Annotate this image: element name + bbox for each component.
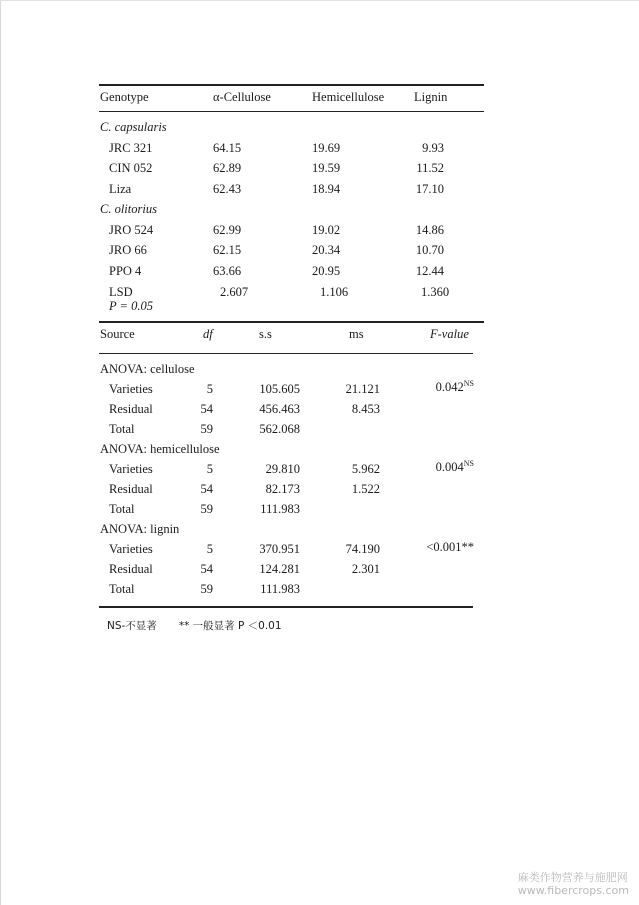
cellulose-cell: 62.43 xyxy=(213,181,242,196)
fvalue-text: 0.004 xyxy=(435,460,464,474)
source-cell: Total xyxy=(109,422,135,436)
lignin-cell: 10.70 xyxy=(415,243,444,257)
source-cell: Residual xyxy=(109,562,153,576)
ms-cell: 2.301 xyxy=(351,562,380,576)
page-edge-left xyxy=(0,0,1,905)
table2-header-df: df xyxy=(203,327,213,341)
genotype-cell: JRC 321 xyxy=(109,140,153,155)
source-cell: Total xyxy=(109,502,135,516)
df-cell: 59 xyxy=(200,582,213,596)
footnote-significance: ** 一般显著 P ＜0.01 xyxy=(178,620,282,632)
hemicellulose-cell: 20.34 xyxy=(312,243,341,257)
source-cell: Residual xyxy=(109,482,153,496)
ss-cell: 105.605 xyxy=(259,382,300,396)
lsd-label: LSD xyxy=(109,285,133,299)
df-cell: 5 xyxy=(206,542,213,556)
table1-header-rule xyxy=(99,111,484,112)
df-cell: 54 xyxy=(200,482,213,496)
source-cell: Varieties xyxy=(109,542,153,556)
fvalue-cell xyxy=(390,380,474,395)
table2-header-rule xyxy=(99,353,473,354)
fvalue-cell xyxy=(390,540,474,555)
lsd-lignin: 1.360 xyxy=(421,285,450,299)
lsd-hemicellulose: 1.106 xyxy=(320,285,349,299)
lignin-cell: 12.44 xyxy=(415,263,444,278)
hemicellulose-cell: 19.69 xyxy=(312,140,341,155)
table2-header-ss: s.s xyxy=(259,327,272,341)
watermark-line1: 麻类作物营养与施肥网 xyxy=(517,871,628,884)
ms-cell: 8.453 xyxy=(351,402,380,416)
ss-cell: 111.983 xyxy=(260,502,300,516)
table2-header-fvalue: F-value xyxy=(430,327,469,341)
page-edge-top xyxy=(0,0,639,1)
lignin-cell: 17.10 xyxy=(415,181,444,196)
lsd-p-label: P = 0.05 xyxy=(109,299,153,313)
genotype-cell: Liza xyxy=(109,181,132,196)
fvalue-text: 0.042 xyxy=(435,380,464,394)
ss-cell: 370.951 xyxy=(259,542,300,556)
cellulose-cell: 62.15 xyxy=(213,243,242,257)
hemicellulose-cell: 18.94 xyxy=(312,181,341,196)
df-cell: 59 xyxy=(200,502,213,516)
table1-header-genotype: Genotype xyxy=(100,90,149,104)
source-cell: Total xyxy=(109,582,135,596)
lsd-cellulose: 2.607 xyxy=(220,285,249,299)
anova-section-title: ANOVA: hemicellulose xyxy=(100,442,220,456)
source-cell: Varieties xyxy=(109,462,153,476)
ms-cell: 21.121 xyxy=(345,382,380,396)
fvalue-cell xyxy=(390,460,474,475)
watermark-line2: www.fibercrops.com xyxy=(517,884,629,897)
ss-cell: 124.281 xyxy=(259,562,300,576)
ss-cell: 562.068 xyxy=(259,422,300,436)
genotype-cell: CIN 052 xyxy=(109,161,153,175)
species-heading: C. olitorius xyxy=(100,202,157,216)
lignin-cell: 9.93 xyxy=(422,140,444,155)
ss-cell: 456.463 xyxy=(259,402,300,416)
table1-top-rule xyxy=(99,84,484,86)
genotype-cell: JRO 524 xyxy=(109,222,154,237)
genotype-cell: JRO 66 xyxy=(109,243,147,257)
hemicellulose-cell: 20.95 xyxy=(312,263,341,278)
table1-header-cellulose: α-Cellulose xyxy=(213,90,271,104)
genotype-cell: PPO 4 xyxy=(109,263,142,278)
watermark xyxy=(518,871,629,897)
ss-cell: 29.810 xyxy=(265,462,300,476)
df-cell: 5 xyxy=(206,462,213,476)
source-cell: Varieties xyxy=(109,382,153,396)
hemicellulose-cell: 19.02 xyxy=(312,222,341,237)
significance-marker: NS xyxy=(463,459,474,468)
footnote xyxy=(107,618,282,633)
df-cell: 54 xyxy=(200,402,213,416)
anova-section-title: ANOVA: cellulose xyxy=(100,362,195,376)
significance-marker: NS xyxy=(463,379,474,388)
source-cell: Residual xyxy=(109,402,153,416)
table1-header-hemicellulose: Hemicellulose xyxy=(312,90,385,104)
table2-top-rule xyxy=(99,321,484,323)
species-heading: C. capsularis xyxy=(100,120,167,134)
df-cell: 54 xyxy=(200,562,213,576)
fvalue-text: <0.001** xyxy=(426,540,474,554)
cellulose-cell: 62.99 xyxy=(213,222,242,237)
cellulose-cell: 64.15 xyxy=(213,140,242,155)
footnote-ns: NS-不显著 xyxy=(107,620,157,632)
anova-section-title: ANOVA: lignin xyxy=(100,522,180,536)
table2-bottom-rule xyxy=(99,606,473,608)
cellulose-cell: 63.66 xyxy=(213,263,242,278)
cellulose-cell: 62.89 xyxy=(213,161,242,175)
df-cell: 5 xyxy=(206,382,213,396)
ms-cell: 5.962 xyxy=(351,462,380,476)
lignin-cell: 11.52 xyxy=(416,161,444,175)
table2-header-ms: ms xyxy=(349,327,364,341)
hemicellulose-cell: 19.59 xyxy=(312,161,341,175)
ms-cell: 74.190 xyxy=(345,542,380,556)
df-cell: 59 xyxy=(200,422,213,436)
ms-cell: 1.522 xyxy=(351,482,380,496)
ss-cell: 82.173 xyxy=(265,482,300,496)
lignin-cell: 14.86 xyxy=(415,222,444,237)
table2-header-source: Source xyxy=(100,327,135,341)
table1-header-lignin: Lignin xyxy=(414,90,448,104)
ss-cell: 111.983 xyxy=(260,582,300,596)
